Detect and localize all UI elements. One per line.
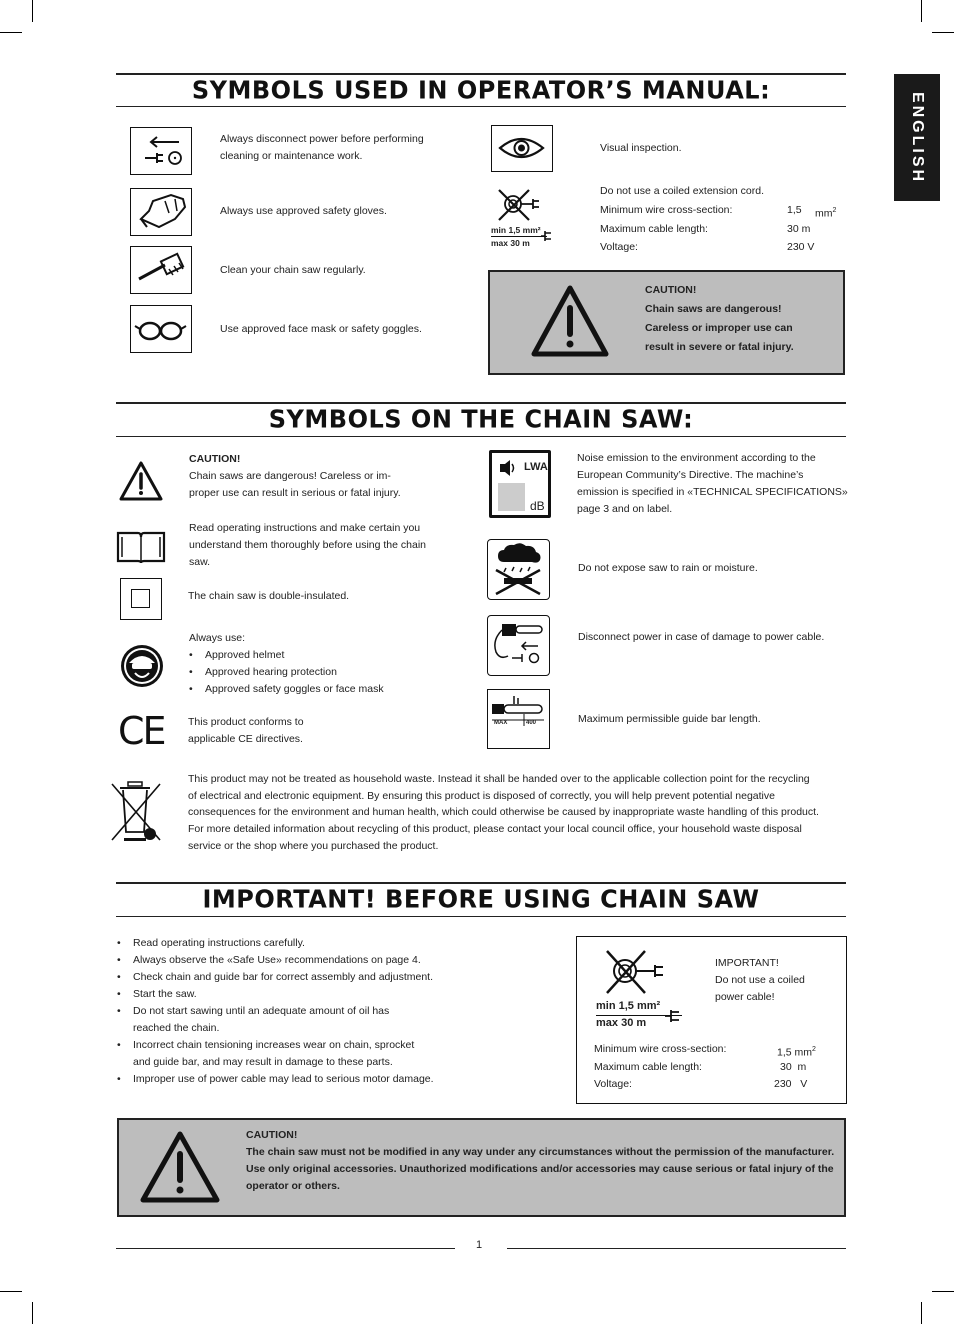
- no-rain-text: Do not expose saw to rain or moisture.: [578, 562, 758, 574]
- cleaning-brush-icon: [130, 246, 192, 294]
- visual-inspection-text: Visual inspection.: [600, 142, 682, 154]
- ce-text: This product conforms to applicable CE directives.: [188, 716, 304, 745]
- helmet-protection-icon: [119, 643, 165, 689]
- eye-icon: [491, 125, 553, 172]
- cord-spec-value: 1,5: [787, 204, 802, 216]
- warning-triangle-icon: [139, 1130, 221, 1204]
- crop-mark: [32, 0, 33, 22]
- cord-spec-unit: $mm^2$: [815, 207, 837, 220]
- crop-mark: [921, 0, 922, 22]
- safety-gloves-icon: [130, 188, 192, 236]
- always-use-heading: Always use:: [189, 632, 246, 644]
- section-title-before-using: IMPORTANT! BEFORE USING CHAIN SAW: [202, 884, 760, 914]
- ce-mark-icon: CE: [118, 709, 165, 753]
- manual-item-text: Use approved face mask or safety goggles.: [220, 323, 422, 335]
- crop-mark: [932, 32, 954, 33]
- coiled-cord-icon: min 1,5 mm² max 30 m: [489, 184, 559, 250]
- page-number: 1: [476, 1239, 483, 1251]
- crop-mark: [0, 32, 22, 33]
- open-book-icon: [116, 527, 166, 565]
- important-cord-box: min 1,5 mm² max 30 m IMPORTANT! Do not use a coiled power cable! Minimum wire cross-section: 1,5 $mm^2$ Maximum cable length: 30 m Voltage: 230 V: [576, 936, 847, 1104]
- safety-goggles-icon: [130, 305, 192, 353]
- cord-spec-label: Voltage:: [600, 241, 638, 253]
- double-insulated-text: The chain saw is double-insulated.: [188, 590, 350, 602]
- list-item: • Start the saw.: [117, 986, 434, 1003]
- list-item: • Read operating instructions carefully.: [117, 935, 434, 952]
- manual-item-text: Always disconnect power before performing cleaning or maintenance work.: [220, 133, 424, 162]
- coiled-cord-icon: [597, 947, 687, 999]
- guide-bar-length-icon: MAX 400: [487, 689, 550, 749]
- list-item: • Check chain and guide bar for correct assembly and adjustment.: [117, 969, 434, 986]
- warning-triangle-icon: [530, 284, 610, 358]
- language-tab: ENGLISH: [894, 74, 940, 201]
- noise-emission-icon: LWA dB: [489, 450, 551, 518]
- crop-mark: [0, 1291, 22, 1292]
- caution-box-manual: CAUTION! Chain saws are dangerous! Careless or improper use can result in severe or fatal injury.: [488, 270, 845, 375]
- cord-spec-value: 30 m: [787, 223, 811, 235]
- power-cable-damage-icon: [487, 615, 550, 676]
- list-item: • Incorrect chain tensioning increases wear on chain, sprocket and guide bar, and may result in damage to these parts.: [117, 1037, 434, 1071]
- coiled-cord-text: Do not use a coiled extension cord.: [600, 185, 765, 197]
- caution-box-modifications: CAUTION! The chain saw must not be modified in any way under any circumstances without the permission of the manufacturer. Use only original accessories. Unauthorized modifications and/or accessories may cause serious or fatal injury of the operator or others.: [117, 1118, 846, 1217]
- guide-bar-length-text: Maximum permissible guide bar length.: [578, 713, 761, 725]
- double-insulated-icon: [120, 578, 162, 620]
- cord-spec-value: 230 V: [787, 241, 815, 253]
- disconnect-power-icon: [130, 127, 192, 175]
- crossed-bin-icon: [110, 780, 164, 844]
- crop-mark: [932, 1291, 954, 1292]
- crop-mark: [32, 1302, 33, 1324]
- read-instructions-text: Read operating instructions and make certain you understand them thoroughly before using the chain saw.: [189, 522, 426, 568]
- no-rain-icon: [487, 539, 550, 600]
- list-item: • Do not start sawing until an adequate amount of oil has reached the chain.: [117, 1003, 434, 1037]
- section-title-saw-symbols: SYMBOLS ON THE CHAIN SAW:: [268, 404, 694, 434]
- manual-item-text: Always use approved safety gloves.: [220, 205, 387, 217]
- manual-item-text: Clean your chain saw regularly.: [220, 264, 366, 276]
- saw-caution-text: CAUTION! Chain saws are dangerous! Careless or im- proper use can result in serious or fatal injury.: [189, 453, 401, 499]
- always-use-list: • Approved helmet • Approved hearing protection • Approved safety goggles or face mask: [189, 647, 384, 698]
- cord-spec-label: Minimum wire cross-section:: [600, 204, 733, 216]
- noise-emission-text: Noise emission to the environment according to the European Community’s Directive. The machine’s emission is specified in «TECHNICAL SPECIFICATIONS» page 3 and on label.: [577, 452, 848, 515]
- crop-mark: [921, 1302, 922, 1324]
- section-title-manual-symbols: SYMBOLS USED IN OPERATOR’S MANUAL:: [191, 75, 771, 105]
- weee-text: This product may not be treated as household waste. Instead it shall be handed over to the applicable collection point for the recycling of electrical and electronic equipment. By ensuring this product is disposed of correctly, you will help prevent potential negative consequences for the environment and human health, which could otherwise be caused by inappropriate waste handling of this product. For more detailed information about recycling of this product, please contact your local council office, your household waste disposal service or the shop where you purchased the product.: [188, 773, 819, 852]
- power-cable-damage-text: Disconnect power in case of damage to power cable.: [578, 631, 825, 643]
- list-item: • Improper use of power cable may lead to serious motor damage.: [117, 1071, 434, 1088]
- before-use-list: [117, 935, 434, 1088]
- list-item: • Always observe the «Safe Use» recommendations on page 4.: [117, 952, 434, 969]
- warning-triangle-icon: [118, 460, 164, 502]
- cord-spec-label: Maximum cable length:: [600, 223, 708, 235]
